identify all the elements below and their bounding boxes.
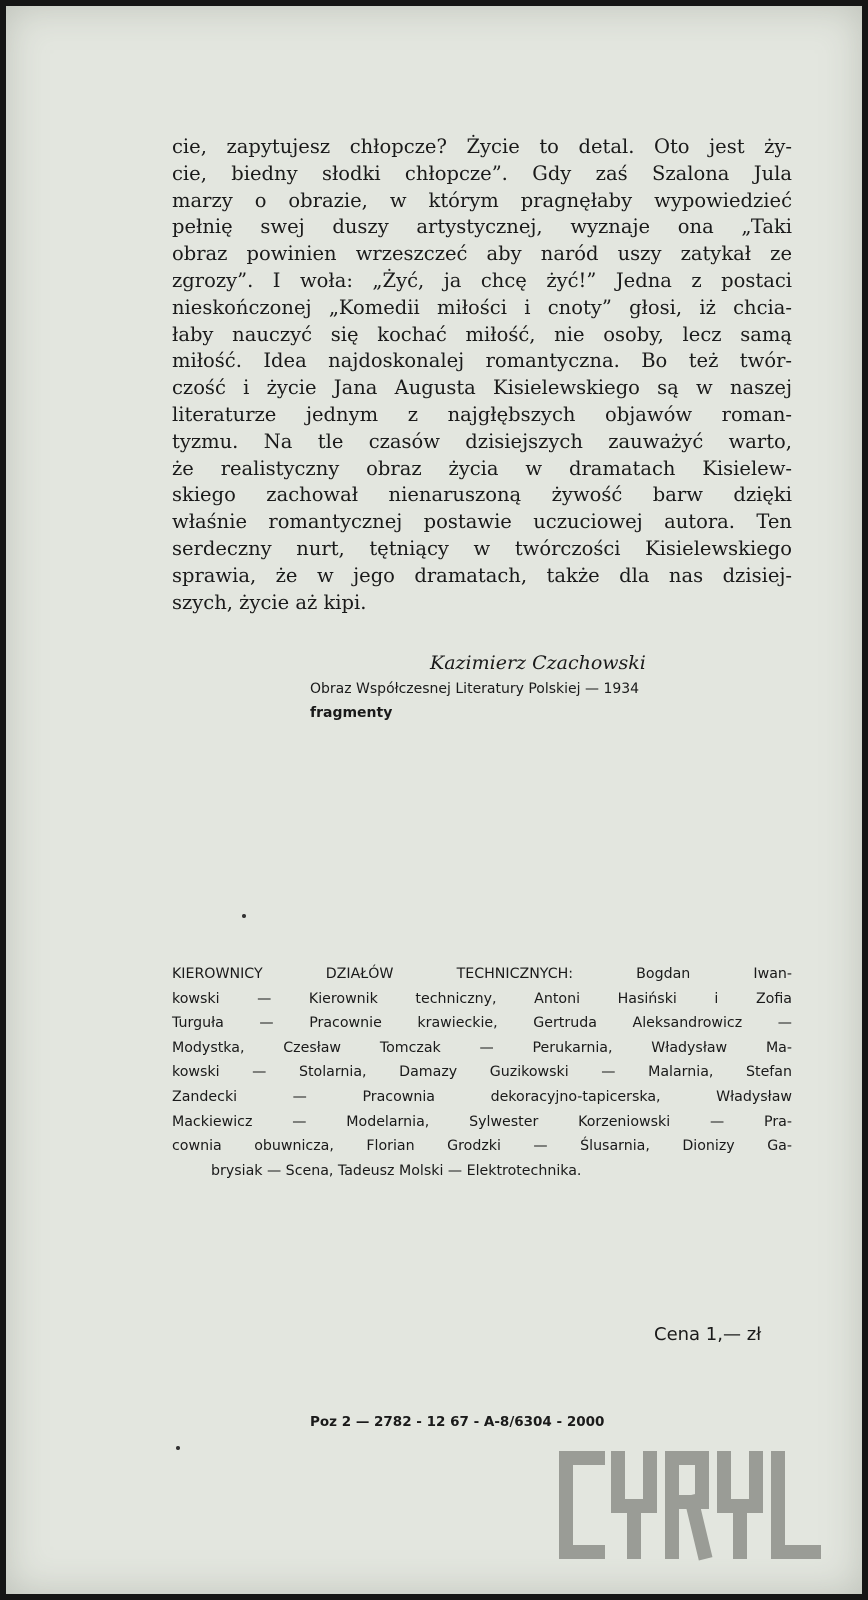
speck (242, 914, 246, 918)
quote-line: tyzmu. Na tle czasów dzisiejszych zauważyć warto, (172, 429, 792, 453)
quote-source (310, 677, 639, 725)
quote-line: cie, zapytujesz chłopcze? Życie to detal. Oto jest ży- (172, 135, 792, 158)
quote-line: cie, biedny słodki chłopcze”. Gdy zaś Szalona Jula (172, 161, 792, 185)
quote-line: nieskończonej „Komedii miłości i cnoty” głosi, iż chcia- (172, 295, 792, 319)
staff-line: Turguła — Pracownie krawieckie, Gertruda Aleksandrowicz — (172, 1015, 792, 1032)
quote-line: serdeczny nurt, tętniący w twórczości Kisielewskiego (172, 537, 792, 560)
quote-line: obraz powinien wrzeszczeć aby naród uszy zatykał ze (172, 242, 792, 266)
quote-line: szych, życie aż kipi. (172, 590, 367, 614)
speck (176, 1446, 180, 1450)
quote-line: pełnię swej duszy artystycznej, wyznaje ona „Taki (172, 215, 792, 239)
staff-line: kowski — Stolarnia, Damazy Guzikowski — Malarnia, Stefan (172, 1064, 792, 1081)
document-page (6, 6, 862, 1594)
quote-line: właśnie romantycznej postawie uczuciowej autora. Ten (172, 510, 792, 534)
staff-line: KIEROWNICY DZIAŁÓW TECHNICZNYCH: Bogdan Iwan- (172, 966, 792, 982)
price: Cena 1,— zł (654, 1324, 762, 1345)
staff-line: cownia obuwnicza, Florian Grodzki — Ślusarnia, Dionizy Ga- (172, 1138, 792, 1155)
cyryl-watermark-logo (552, 1446, 840, 1564)
quote-line: sprawia, że w jego dramatach, także dla nas dzisiej- (172, 563, 792, 587)
quote-line: łaby nauczyć się kochać miłość, nie osoby, lecz samą (172, 322, 792, 346)
source-note: fragmenty (310, 705, 393, 721)
quote-line: czość i życie Jana Augusta Kisielewskiego są w naszej (172, 376, 792, 400)
quote-author: Kazimierz Czachowski (430, 652, 646, 674)
staff-line: Modystka, Czesław Tomczak — Perukarnia, Władysław Ma- (172, 1039, 792, 1056)
staff-line: Mackiewicz — Modelarnia, Sylwester Korzeniowski — Pra- (172, 1113, 792, 1130)
print-info: Poz 2 — 2782 - 12 67 - A-8/6304 - 2000 (310, 1414, 605, 1430)
quote-line: że realistyczny obraz życia w dramatach Kisielew- (172, 456, 792, 480)
source-title: Obraz Współczesnej Literatury Polskiej — 1934 (310, 681, 640, 697)
quote-line: marzy o obrazie, w którym pragnęłaby wypowiedzieć (172, 188, 792, 212)
quote-line: skiego zachował nienaruszoną żywość barw dzięki (172, 483, 792, 507)
staff-line: brysiak — Scena, Tadeusz Molski — Elektrotechnika. (211, 1162, 582, 1179)
quote-line: miłość. Idea najdoskonalej romantyczna. Bo też twór- (172, 349, 792, 373)
staff-line: kowski — Kierownik techniczny, Antoni Hasiński i Zofia (172, 990, 792, 1007)
quote-line: zgrozy”. I woła: „Żyć, ja chcę żyć!” Jedna z postaci (172, 269, 792, 292)
quote-line: literaturze jednym z najgłębszych objawów roman- (172, 403, 792, 426)
staff-line: Zandecki — Pracownia dekoracyjno-tapicerska, Władysław (172, 1089, 792, 1105)
